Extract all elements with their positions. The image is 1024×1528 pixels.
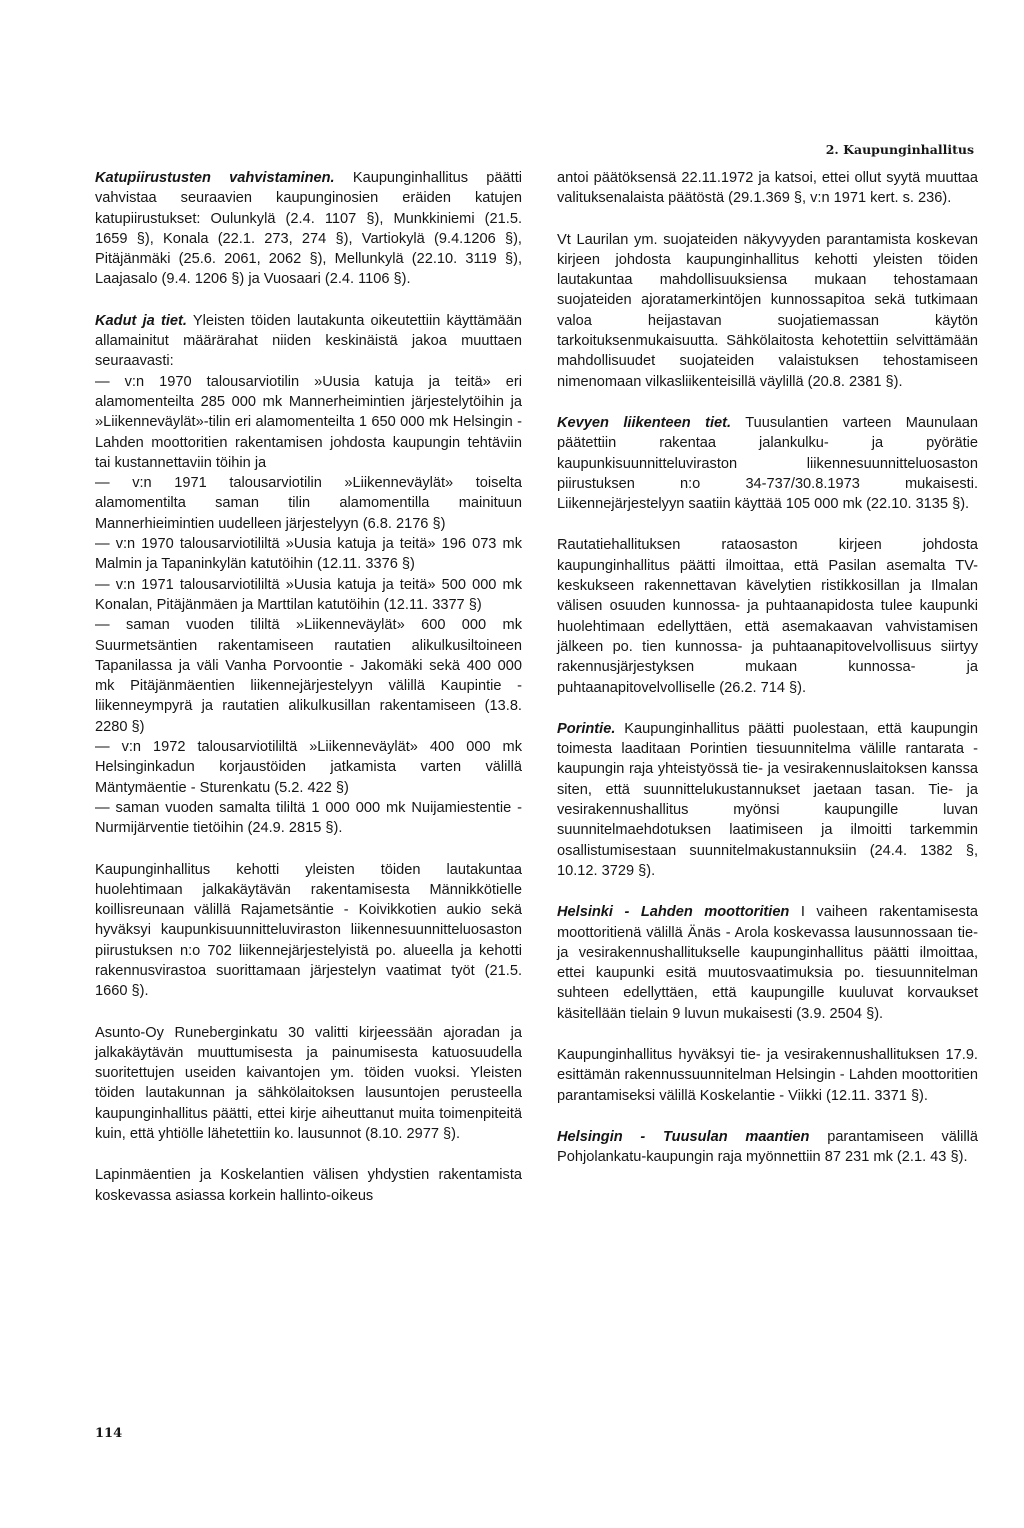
paragraph-runeberginkatu bbox=[95, 1023, 522, 1145]
paragraph-text: Kaupunginhallitus kehotti yleisten töiden lautakuntaa huolehtimaan jalkakäytävän rakentamisesta Männikkötielle koillisreunaan välillä Rajametsäntie - Koivikkotien aukio sekä hyväksyi kaupunkisuunnitteluviraston liikennesuunnitteluosaston piirustuksen n:o 702 liikennejärjestelyistä po. alueella ja kehotti rakennusvirastoa suorittamaan järjestelyn vaatimat työt (21.5. 1660 §). bbox=[95, 861, 522, 1000]
paragraph-text: Kaupunginhallitus hyväksyi tie- ja vesirakennushallituksen 17.9. esittämän rakennussuunnitelman Helsingin - Lahden moottoritien parantamiseksi välillä Koskelantie - Viikki (12.11. 3371 §). bbox=[557, 1046, 978, 1104]
list-item bbox=[95, 737, 522, 798]
page-number: 114 bbox=[95, 1426, 123, 1441]
paragraph-text: — v:n 1972 talousarviotililtä »Liikenneväylät» 400 000 mk Helsinginkadun korjaustöiden jatkamista varten välillä Mäntymäentie - Sturenkatu (5.2. 422 §) bbox=[95, 739, 522, 796]
paragraph-kevyen-liikenteen-tiet bbox=[557, 413, 978, 514]
paragraph-text: — saman vuoden tililtä »Liikenneväylät» 600 000 mk Suurmetsäntien rakentamiseen rautatien alikulkusiltoineen Tapanilassa ja väli Vanha Porvoontie - Jakomäki sekä 400 000 mk Pitäjänmäentien liikennejärjestelyyn välillä Kaupintie - liikenneympyrä ja rautatien alikulkusillan rakentamiseen (13.8. 2280 §) bbox=[95, 617, 522, 735]
paragraph-text: Rautatiehallituksen rataosaston kirjeen johdosta kaupunginhallitus päätti ilmoittaa, että Pasilan asemalta TV-keskukseen rakennettavan kävelytien ristikkosillan ja Ilmalan välisen osuuden kunnossa- ja puhtaanapidosta tulee kaupunki huolehtimaan edellyttäen, että asemakaavan vahvistamisen jälkeen po. tien kunnossa- ja puhtaanapitovelvollisuus siirtyy rakennusjärjestyksen mukaan kunnossa- ja puhtaanapitovelvolliselle (26.2. 714 §). bbox=[557, 537, 978, 696]
paragraph-text: — v:n 1970 talousarviotilin »Uusia katuja ja teitä» eri alamomenteilta 285 000 mk Mannerheimintien järjestelytöihin ja »Liikenneväylät»-tilin eri alamomenteilta 1 650 000 mk Helsingin - Lahden moottoritien rakentamisen johdosta kaupungin tehtäviin tai kustannettaviin töihin ja bbox=[95, 373, 522, 471]
paragraph-heading: Kevyen liikenteen tiet. bbox=[557, 414, 732, 431]
paragraph-text: parantamiseen välillä Pohjolankatu-kaupungin raja myönnettiin 87 231 mk (2.1. 43 §). bbox=[557, 1128, 978, 1166]
paragraph-text: — saman vuoden samalta tililtä 1 000 000 mk Nuijamiestentie - Nurmijärventie tietöihin (24.9. 2815 §). bbox=[95, 799, 522, 837]
list-item bbox=[95, 473, 522, 534]
paragraph-text: — v:n 1970 talousarviotililtä »Uusia katuja ja teitä» 196 073 mk Malmin ja Tapaninkylän katutöihin (12.11. 3376 §) bbox=[95, 536, 522, 573]
paragraph-heading: Katupiirustusten vahvistaminen. bbox=[95, 170, 335, 186]
list-item bbox=[95, 575, 522, 616]
paragraph-text: antoi päätöksensä 22.11.1972 ja katsoi, ettei ollut syytä muuttaa valituksenalaista päätöstä (29.1.369 §, v:n 1971 kert. s. 236). bbox=[557, 170, 978, 207]
list-item bbox=[95, 615, 522, 737]
paragraph-text: I vaiheen rakentamisesta moottoritienä välillä Änäs - Arola koskevassa lausunnossaan tie- ja vesirakennushallitukselle kaupunginhallitus päätti ilmoittaa, ettei kaupunki esitä muutosvaatimuksia po. tiesuunnitelman suhteen edellyttäen, että kaupungille kuuluvat korvaukset käsitellään tielain 9 luvun mukaisesti (3.9. 2504 §). bbox=[557, 904, 979, 1022]
paragraph-text: Kaupunginhallitus päätti puolestaan, että kaupungin toimesta laaditaan Porintien tiesuunnitelma välille rantarata - kaupungin raja yhteistyössä tie- ja vesirakennuslaitoksen kanssa siten, että suunnittelukustannukset jaetaan tasan. Tie- ja vesirakennushallitus myönsi kaupungille luvan suunnitelmaehdotuksen laatimiseen ja ilmoitti tarkemmin osallistumisestaan suunnitelmakustannuksiin (24.4. 1382 §, 10.12. 3729 §). bbox=[557, 720, 978, 879]
paragraph-rakennussuunnitelma bbox=[557, 1045, 978, 1106]
paragraph-lapinmaentie bbox=[95, 1165, 522, 1206]
paragraph-continuation bbox=[557, 168, 978, 209]
paragraph-text: Vt Laurilan ym. suojateiden näkyvyyden parantamista koskevan kirjeen johdosta kaupunginhallitus kehotti yleisten töiden lautakuntaa mahdollisuuksiensa mukaan tehostamaan suojateiden ajoratamerkintöjen kunnossapitoa sekä tutkimaan valoa heijastavan suojatiemassan käytön tarkoituksenmukaisuutta. Sähkölaitosta kehotettiin selvittämään mahdollisuudet suojateiden valaistuksen tehostamiseen nimenomaan vilkasliikenteisillä väylillä (20.8. 2381 §). bbox=[557, 231, 978, 390]
paragraph-text: — v:n 1971 talousarviotilin »Liikenneväylät» toiselta alamomentilta saman tilin alamomentilla mainituun Mannerhieimintien uudelleen järjestelyyn (6.8. 2176 §) bbox=[95, 475, 522, 532]
left-column bbox=[95, 168, 522, 1227]
paragraph-text: — v:n 1971 talousarviotililtä »Uusia katuja ja teitä» 500 000 mk Konalan, Pitäjänmäen ja Marttilan katutöihin (12.11. 3377 §) bbox=[95, 576, 522, 613]
running-head: 2. Kaupunginhallitus bbox=[825, 142, 974, 157]
paragraph-suojatiet bbox=[557, 230, 978, 392]
list-item bbox=[95, 534, 522, 575]
paragraph-heading: Porintie. bbox=[557, 720, 616, 737]
paragraph-rautatiehallitus bbox=[557, 535, 978, 697]
paragraph-heading: Helsingin - Tuusulan maantien bbox=[557, 1128, 810, 1145]
paragraph-helsinki-lahti bbox=[557, 902, 978, 1024]
paragraph-text: Yleisten töiden lautakunta oikeutettiin käyttämään allamainitut määrärahat niiden keskinäistä jakoa muuttaen seuraavasti: bbox=[95, 312, 522, 370]
paragraph-helsinki-tuusula bbox=[557, 1127, 978, 1168]
paragraph-text: Kaupunginhallitus päätti vahvistaa seuraavien kaupunginosien eräiden katujen katupiirustukset: Oulunkylä (2.4. 1107 §), Munkkiniemi (21.5. 1659 §), Konala (22.1. 273, 274 §), Vartiokylä (9.4.1206 §), Pitäjänmäki (25.6. 2061, 2062 §), Mellunkylä (22.10. 3119 §), Laajasalo (9.4. 1206 §) ja Vuosaari (2.4. 1106 §). bbox=[95, 170, 522, 288]
right-column bbox=[557, 168, 978, 1188]
paragraph-text: Asunto-Oy Runeberginkatu 30 valitti kirjeessään ajoradan ja jalkakäytävän muuttumisesta ja painumisesta katuosuudella suoritettujen useiden kaivantojen ym. töiden vuoksi. Yleisten töiden lautakunnan ja sähkölaitoksen lausuntojen perusteella kaupunginhallitus päätti, ettei kirje aiheuttanut muita toimenpiteitä kuin, että yhtiölle lähetettiin ko. lausunnot (8.10. 2977 §). bbox=[95, 1024, 522, 1143]
paragraph-text: Lapinmäentien ja Koskelantien välisen yhdystien rakentamista koskevassa asiassa korkein hallinto-oikeus bbox=[95, 1167, 522, 1204]
list-item bbox=[95, 798, 522, 839]
paragraph-mannikkotie bbox=[95, 860, 522, 1002]
paragraph-katupiirustukset bbox=[95, 168, 522, 290]
list-item bbox=[95, 372, 522, 473]
paragraph-heading: Kadut ja tiet. bbox=[95, 312, 187, 329]
paragraph-text: Tuusulantien varteen Maunulaan päätettiin rakentaa jalankulku- ja pyörätie kaupunkisuunnitteluviraston liikennesuunnitteluosaston piirustuksen n:o 34-737/30.8.1973 mukaisesti. Liikennejärjestelyyn saatiin käyttää 105 000 mk (22.10. 3135 §). bbox=[557, 414, 978, 513]
paragraph-heading: Helsinki - Lahden moottoritien bbox=[557, 904, 790, 921]
paragraph-kadut-ja-tiet bbox=[95, 311, 522, 372]
paragraph-porintie bbox=[557, 719, 978, 881]
